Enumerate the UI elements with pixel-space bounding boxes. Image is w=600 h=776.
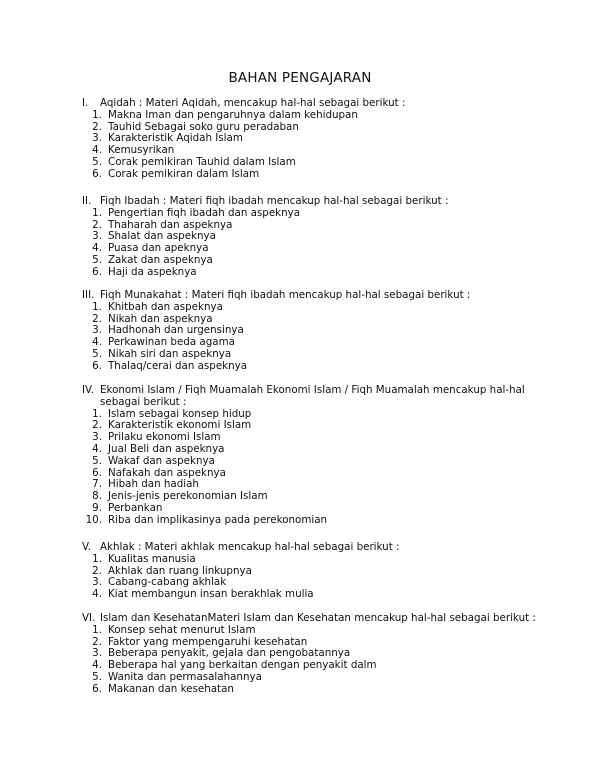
list-item: [82, 267, 582, 279]
item-text: Islam sebagai konsep hidup: [108, 407, 252, 420]
list-item: [82, 361, 582, 373]
item-number: 8.: [92, 490, 102, 503]
item-text: Thalaq/cerai dan aspeknya: [108, 359, 248, 372]
list-item: [82, 444, 582, 456]
item-list: [82, 554, 582, 601]
item-text: Makanan dan kesehatan: [108, 682, 234, 695]
item-number: 6.: [92, 265, 102, 278]
item-list: [82, 110, 582, 181]
item-number: 4.: [92, 588, 102, 601]
item-text: Pengertian fiqh ibadah dan aspeknya: [108, 206, 301, 219]
item-number: 1.: [92, 300, 102, 313]
item-text: Perbankan: [108, 501, 163, 514]
section-number: III.: [82, 289, 95, 301]
section-heading-text: Islam dan KesehatanMateri Islam dan Kesehatan mencakup hal-hal sebagai berikut :: [100, 612, 536, 624]
item-number: 6.: [92, 466, 102, 479]
section-heading-text: Ekonomi Islam / Fiqh Muamalah Ekonomi Islam / Fiqh Muamalah mencakup hal-hal: [100, 384, 525, 396]
item-text: Beberapa hal yang berkaitan dengan penyakit dalm: [108, 659, 377, 672]
list-item: [82, 110, 582, 122]
item-text: Makna Iman dan pengaruhnya dalam kehidupan: [108, 108, 358, 121]
section-number: IV.: [82, 384, 95, 396]
section-number: VI.: [82, 612, 96, 624]
item-number: 3.: [92, 324, 102, 337]
item-text: Cabang-cabang akhlak: [108, 576, 227, 589]
list-item: [82, 554, 582, 566]
item-number: 5.: [92, 155, 102, 168]
item-text: Tauhid Sebagai soko guru peradaban: [108, 120, 299, 133]
item-text: Nikah dan aspeknya: [108, 312, 213, 325]
item-number: 5.: [92, 253, 102, 266]
item-number: 2.: [92, 312, 102, 325]
item-text: Kualitas manusia: [108, 552, 196, 565]
section-ekonomi-islam: [82, 385, 582, 527]
list-item: [82, 589, 582, 601]
section-heading-text: Fiqh Ibadah : Materi fiqh ibadah mencakup hal-hal sebagai berikut :: [100, 195, 449, 207]
list-item: [82, 349, 582, 361]
item-text: Haji da aspeknya: [108, 265, 197, 278]
list-item: [82, 503, 582, 515]
list-item: [82, 169, 582, 181]
item-number: 5.: [92, 670, 102, 683]
item-number: 1.: [92, 206, 102, 219]
list-item: [82, 208, 582, 220]
section-number: V.: [82, 541, 91, 553]
list-item: [82, 684, 582, 696]
item-number: 6.: [92, 167, 102, 180]
item-number: 3.: [92, 647, 102, 660]
item-number: 3.: [92, 576, 102, 589]
item-number: 6.: [92, 359, 102, 372]
item-text: Corak pemikiran Tauhid dalam Islam: [108, 155, 296, 168]
list-item: [82, 625, 582, 637]
item-number: 10.: [85, 513, 102, 526]
item-text: Karakteristik ekonomi Islam: [108, 419, 252, 432]
list-item: [82, 672, 582, 684]
item-number: 4.: [92, 144, 102, 157]
item-text: Prilaku ekonomi Islam: [108, 431, 221, 444]
item-number: 1.: [92, 623, 102, 636]
item-text: Shalat dan aspeknya: [108, 230, 216, 243]
item-text: Jenis-jenis perekonomian Islam: [108, 490, 268, 503]
item-number: 3.: [92, 132, 102, 145]
section-fiqh-munakahat: [82, 290, 582, 373]
item-number: 5.: [92, 347, 102, 360]
item-number: 4.: [92, 659, 102, 672]
item-text: Beberapa penyakit, gejala dan pengobatannya: [108, 647, 351, 660]
section-fiqh-ibadah: [82, 196, 582, 279]
item-number: 7.: [92, 478, 102, 491]
item-text: Kiat membangun insan berakhlak mulia: [108, 588, 314, 601]
item-text: Akhlak dan ruang linkupnya: [108, 564, 252, 577]
item-list: [82, 625, 582, 696]
section-heading-text: Akhlak : Materi akhlak mencakup hal-hal sebagai berikut :: [100, 541, 400, 553]
section-heading-text: Aqidah : Materi Aqidah, mencakup hal-hal sebagai berikut :: [100, 97, 406, 109]
item-number: 2.: [92, 635, 102, 648]
item-text: Nafakah dan aspeknya: [108, 466, 226, 479]
item-text: Nikah siri dan aspeknya: [108, 347, 232, 360]
item-list: [82, 208, 582, 279]
item-text: Puasa dan apeknya: [108, 242, 209, 255]
item-text: Karakteristik Aqidah Islam: [108, 132, 243, 145]
item-number: 2.: [92, 120, 102, 133]
list-item: [82, 255, 582, 267]
list-item: [82, 515, 582, 527]
item-number: 4.: [92, 442, 102, 455]
section-number: II.: [82, 195, 92, 207]
item-number: 1.: [92, 108, 102, 121]
item-text: Jual Beli dan aspeknya: [108, 442, 225, 455]
item-number: 5.: [92, 454, 102, 467]
item-text: Hadhonah dan urgensinya: [108, 324, 244, 337]
item-number: 2.: [92, 218, 102, 231]
section-number: I.: [82, 97, 89, 109]
section-aqidah: [82, 98, 582, 181]
item-number: 1.: [92, 552, 102, 565]
section-heading-continuation: sebagai berikut :: [100, 395, 187, 408]
item-number: 6.: [92, 682, 102, 695]
item-number: 3.: [92, 230, 102, 243]
list-item: [82, 456, 582, 468]
list-item: [82, 157, 582, 169]
item-text: Corak pemikiran dalam Islam: [108, 167, 260, 180]
item-text: Khitbah dan aspeknya: [108, 300, 223, 313]
item-list: [82, 409, 582, 527]
item-number: 3.: [92, 431, 102, 444]
item-text: Riba dan implikasinya pada perekonomian: [108, 513, 328, 526]
section-heading-text: Fiqh Munakahat : Materi fiqh ibadah mencakup hal-hal sebagai berikut :: [100, 289, 471, 301]
item-number: 4.: [92, 242, 102, 255]
item-text: Faktor yang mempengaruhi kesehatan: [108, 635, 308, 648]
item-text: Perkawinan beda agama: [108, 336, 235, 349]
item-number: 2.: [92, 564, 102, 577]
item-text: Zakat dan aspeknya: [108, 253, 213, 266]
item-list: [82, 302, 582, 373]
item-number: 4.: [92, 336, 102, 349]
page-title: BAHAN PENGAJARAN: [228, 70, 372, 86]
item-text: Kemusyrikan: [108, 144, 175, 157]
item-text: Konsep sehat menurut Islam: [108, 623, 256, 636]
item-number: 1.: [92, 407, 102, 420]
item-text: Hibah dan hadiah: [108, 478, 199, 491]
item-number: 2.: [92, 419, 102, 432]
item-text: Wakaf dan aspeknya: [108, 454, 215, 467]
item-text: Wanita dan permasalahannya: [108, 670, 262, 683]
section-islam-kesehatan: [82, 613, 582, 696]
section-akhlak: [82, 542, 582, 601]
item-text: Thaharah dan aspeknya: [108, 218, 233, 231]
item-number: 9.: [92, 501, 102, 514]
list-item: [82, 302, 582, 314]
